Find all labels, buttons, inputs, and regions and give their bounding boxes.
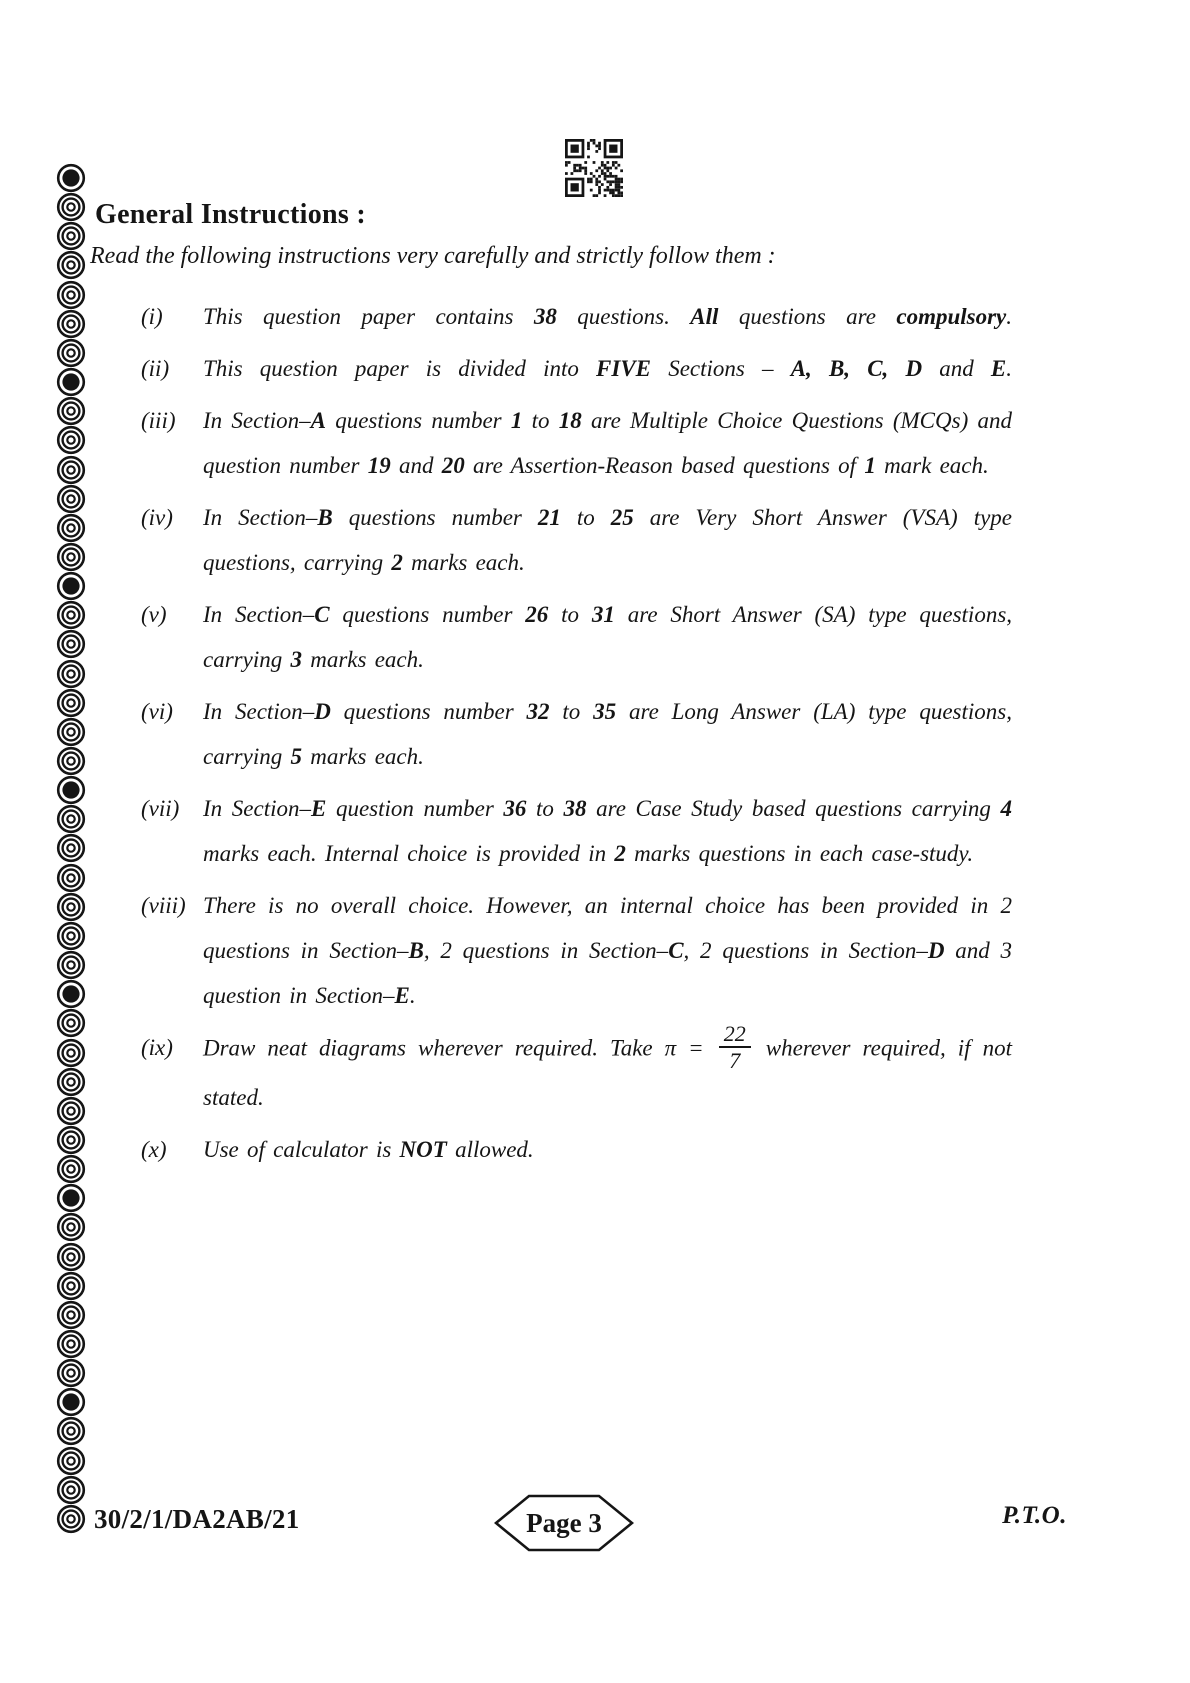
instruction-text: In Section–A questions number 1 to 18 are Multiple Choice Questions (MCQs) and question number 19 and 20 are Assertion-Reason based questions of 1 mark each. xyxy=(203,408,1012,478)
concentric-circle-icon xyxy=(56,1475,86,1505)
instruction-text: This question paper is divided into FIVE Sections – A, B, C, D and E. xyxy=(203,356,1013,381)
instruction-text: In Section–C questions number 26 to 31 are Short Answer (SA) type questions, carrying 3 marks each. xyxy=(203,602,1013,672)
instruction-text: This question paper contains 38 questions. All questions are compulsory. xyxy=(203,304,1012,329)
instruction-item xyxy=(141,689,1012,779)
concentric-circle-icon xyxy=(56,1038,86,1068)
concentric-circle-icon xyxy=(56,1271,86,1301)
general-instructions-heading: General Instructions : xyxy=(95,199,367,230)
page-number-label: Page 3 xyxy=(526,1507,602,1538)
concentric-circle-icon xyxy=(56,455,86,485)
concentric-circle-icon xyxy=(56,542,86,572)
instruction-number: (iii) xyxy=(141,408,176,433)
instruction-item xyxy=(141,495,1012,585)
filled-circle-icon xyxy=(56,1387,86,1417)
instruction-number: (i) xyxy=(141,304,163,329)
concentric-circle-icon xyxy=(56,1067,86,1097)
concentric-circle-icon xyxy=(56,250,86,280)
concentric-circle-icon xyxy=(56,629,86,659)
concentric-circle-icon xyxy=(56,338,86,368)
concentric-circle-icon xyxy=(56,1008,86,1038)
concentric-circle-icon xyxy=(56,863,86,893)
concentric-circle-icon xyxy=(56,513,86,543)
concentric-circle-icon xyxy=(56,746,86,776)
concentric-circle-icon xyxy=(56,1446,86,1476)
concentric-circle-icon xyxy=(56,192,86,222)
concentric-circle-icon xyxy=(56,309,86,339)
instruction-number: (iv) xyxy=(141,505,173,530)
instruction-text: In Section–B questions number 21 to 25 are Very Short Answer (VSA) type questions, carrying 2 marks each. xyxy=(203,505,1012,575)
filled-circle-icon xyxy=(56,979,86,1009)
concentric-circle-icon xyxy=(56,921,86,951)
instruction-number: (x) xyxy=(141,1137,167,1163)
concentric-circle-icon xyxy=(56,1329,86,1359)
filled-circle-icon xyxy=(56,1183,86,1213)
instruction-number: (vi) xyxy=(141,699,173,724)
instruction-text: There is no overall choice. However, an internal choice has been provided in 2 questions in Section–B, 2 questions in Section–C, 2 questions in Section–D and 3 question in Section–E. xyxy=(203,893,1013,1008)
concentric-circle-icon xyxy=(56,221,86,251)
filled-circle-icon xyxy=(56,367,86,397)
concentric-circle-icon xyxy=(56,484,86,514)
instruction-number: (viii) xyxy=(141,893,186,918)
instruction-item xyxy=(141,346,1012,391)
filled-circle-icon xyxy=(56,775,86,805)
instruction-text: In Section–E question number 36 to 38 are Case Study based questions carrying 4 marks each. Internal choice is provided in 2 marks questions in each case-study. xyxy=(203,796,1012,866)
concentric-circle-icon xyxy=(56,1096,86,1126)
concentric-circle-icon xyxy=(56,280,86,310)
instruction-number: (ii) xyxy=(141,356,170,381)
pto-label: P.T.O. xyxy=(1002,1502,1067,1529)
filled-circle-icon xyxy=(56,571,86,601)
instruction-item xyxy=(141,883,1012,1018)
concentric-circle-icon xyxy=(56,892,86,922)
concentric-circle-icon xyxy=(56,396,86,426)
concentric-circle-icon xyxy=(56,804,86,834)
concentric-circle-icon xyxy=(56,1300,86,1330)
concentric-circle-icon xyxy=(56,1212,86,1242)
instruction-item xyxy=(141,1021,1012,1120)
concentric-circle-icon xyxy=(56,1416,86,1446)
binding-circles xyxy=(0,0,95,1683)
qr-code xyxy=(565,139,623,197)
paper-code: 30/2/1/DA2AB/21 xyxy=(94,1504,300,1534)
instruction-text: Use of calculator is NOT allowed. xyxy=(203,1137,534,1163)
instruction-item xyxy=(141,1127,1012,1172)
concentric-circle-icon xyxy=(56,600,86,630)
instructions-list xyxy=(141,294,1012,1179)
instruction-item xyxy=(141,294,1012,339)
page-number-badge xyxy=(494,1494,634,1552)
instruction-number: (v) xyxy=(141,602,167,627)
instruction-text: In Section–D questions number 32 to 35 are Long Answer (LA) type questions, carrying 5 marks each. xyxy=(203,699,1012,769)
instruction-item xyxy=(141,398,1012,488)
concentric-circle-icon xyxy=(56,425,86,455)
instruction-number: (vii) xyxy=(141,796,180,821)
concentric-circle-icon xyxy=(56,1154,86,1184)
instruction-item xyxy=(141,786,1012,876)
concentric-circle-icon xyxy=(56,950,86,980)
concentric-circle-icon xyxy=(56,1504,86,1534)
concentric-circle-icon xyxy=(56,717,86,747)
concentric-circle-icon xyxy=(56,1125,86,1155)
filled-circle-icon xyxy=(56,163,86,193)
concentric-circle-icon xyxy=(56,1358,86,1388)
instructions-subheading: Read the following instructions very carefully and strictly follow them : xyxy=(90,243,776,269)
instruction-text: Draw neat diagrams wherever required. Take π = $\frac{22}{7}$ wherever required, if not stated. xyxy=(203,1021,1012,1111)
concentric-circle-icon xyxy=(56,688,86,718)
concentric-circle-icon xyxy=(56,833,86,863)
instruction-item xyxy=(141,592,1012,682)
instruction-number: (ix) xyxy=(141,1035,173,1060)
concentric-circle-icon xyxy=(56,1242,86,1272)
fraction: $\frac{22}{7}$ xyxy=(716,1022,754,1072)
concentric-circle-icon xyxy=(56,659,86,689)
